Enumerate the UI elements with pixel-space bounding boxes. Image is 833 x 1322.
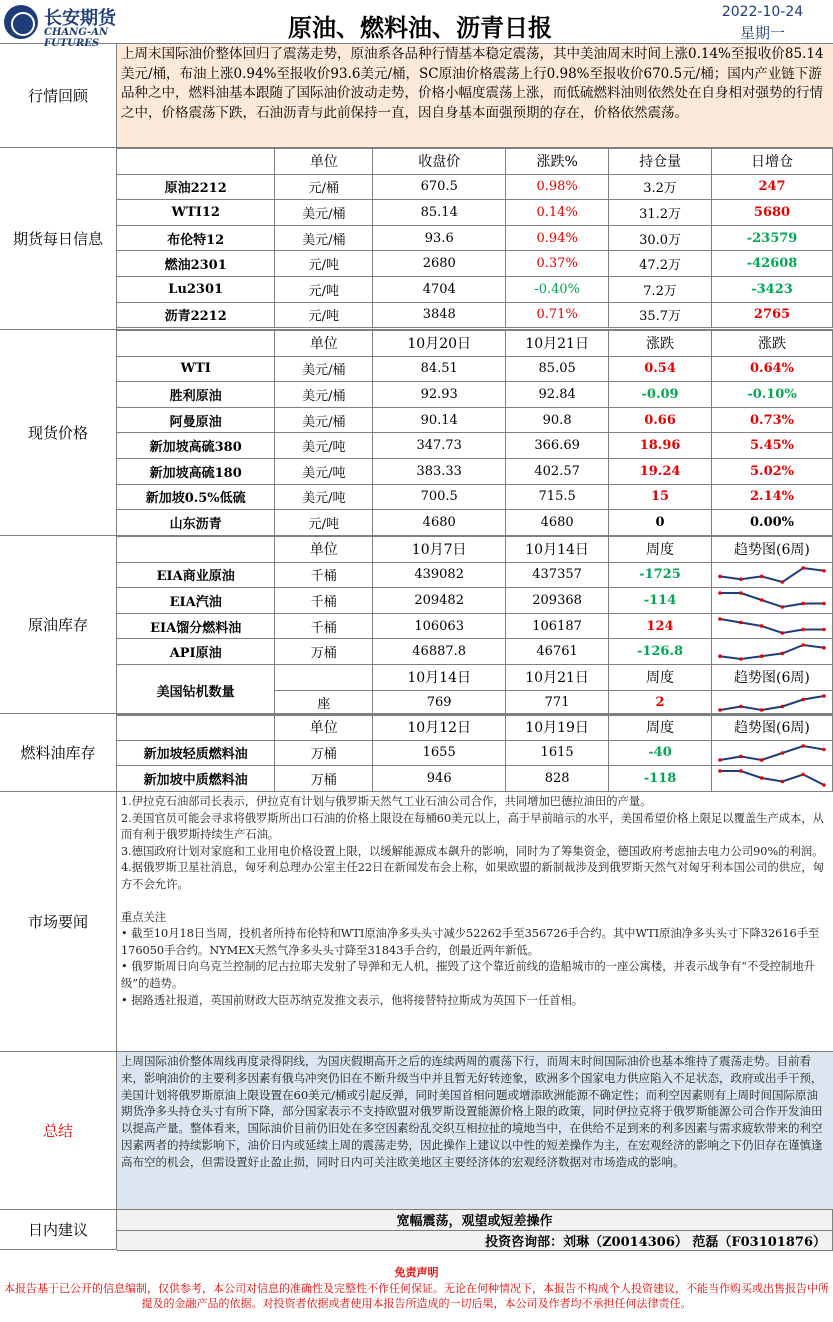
trend-point — [718, 708, 722, 712]
price-change: 0 — [609, 510, 712, 536]
news-label: 市场要闻 — [0, 792, 117, 1052]
column-header: 涨跌 — [609, 331, 712, 357]
spot-section — [117, 330, 833, 536]
review-text: 上周末国际油价整体回归了震荡走势，原油系各品种行情基本稳定震荡，其中美油周末时间上涨0.14%至报收价85.14美元/桶，布油上涨0.94%至报收价93.6美元/桶，SC原油价格震荡上行0.98%至报收价670.5元/桶；国内产业链下游品种之中，燃料油基本跟随了国际油价波动走势，价格小幅度震荡上涨，而低硫燃料油则依然处在自身相对强势的行情之中，价格震荡下跌，石油沥青与此前保持一直，因自身基本面强预期的存在，价格依然震荡。 — [117, 44, 833, 148]
price-day2: 402.57 — [506, 458, 609, 484]
inventory-curr: 828 — [506, 766, 609, 792]
rig-curr: 771 — [506, 690, 609, 716]
trend-point — [781, 780, 785, 784]
header-blank — [117, 715, 275, 741]
close-price: 3848 — [373, 302, 506, 328]
trend-cell — [711, 562, 832, 588]
trend-point — [739, 705, 743, 709]
price-day1: 700.5 — [373, 484, 506, 510]
inventory-prev: 1655 — [373, 740, 506, 766]
price-day1: 383.33 — [373, 458, 506, 484]
instrument-name: 布伦特12 — [117, 225, 275, 251]
inventory-curr: 209368 — [506, 588, 609, 614]
table-row — [117, 740, 833, 766]
news-item: 1.伊拉克石油部司长表示，伊拉克有计划与俄罗斯天然气工业石油公司合作，共同增加巴德拉油田的产量。 — [121, 795, 652, 808]
change-pct: 0.94% — [506, 225, 609, 251]
unit-cell: 美元/吨 — [275, 433, 373, 459]
trend-point — [822, 748, 826, 752]
crude-inventory-label: 原油库存 — [0, 536, 117, 714]
trend-line — [720, 771, 824, 785]
daily-oi-change: 5680 — [712, 200, 833, 226]
trend-point — [739, 657, 743, 661]
open-interest: 3.2万 — [609, 174, 712, 200]
price-change: 15 — [609, 484, 712, 510]
trend-line — [720, 593, 824, 607]
inventory-prev: 106063 — [373, 613, 506, 639]
fuel-inventory-table — [117, 714, 833, 792]
news-list — [121, 794, 829, 894]
table-row — [117, 382, 833, 408]
trend-point — [739, 770, 743, 774]
price-day2: 366.69 — [506, 433, 609, 459]
column-header: 10月7日 — [373, 537, 506, 563]
price-day2: 715.5 — [506, 484, 609, 510]
spot-name: 胜利原油 — [117, 382, 275, 408]
column-header: 趋势图(6周) — [711, 715, 832, 741]
change-pct: 0.37% — [506, 251, 609, 277]
inventory-prev: 46887.8 — [373, 639, 506, 665]
fuel-inventory-section — [117, 714, 833, 792]
header-blank — [117, 149, 275, 175]
trend-point — [718, 617, 722, 621]
daily-oi-change: 247 — [712, 174, 833, 200]
weekly-change: -1725 — [609, 562, 712, 588]
trend-point — [718, 758, 722, 762]
unit-cell: 美元/桶 — [275, 407, 373, 433]
summary-label: 总结 — [0, 1052, 117, 1210]
column-header: 涨跌% — [506, 149, 609, 175]
price-change: 0.66 — [609, 407, 712, 433]
trend-point — [801, 698, 805, 702]
price-day1: 90.14 — [373, 407, 506, 433]
weekly-change: -114 — [609, 588, 712, 614]
close-price: 670.5 — [373, 174, 506, 200]
report-header — [0, 0, 833, 49]
daily-oi-change: 2765 — [712, 302, 833, 328]
column-header: 趋势图(6周) — [711, 537, 832, 563]
trend-sparkline — [717, 590, 827, 610]
column-header: 周度 — [609, 537, 712, 563]
trend-point — [718, 654, 722, 658]
inventory-name: 新加坡中质燃料油 — [117, 766, 275, 792]
price-day2: 92.84 — [506, 382, 609, 408]
weekly-change: 124 — [609, 613, 712, 639]
fuel-inventory-label: 燃料油库存 — [0, 714, 117, 792]
trend-point — [781, 651, 785, 655]
column-header: 日增仓 — [712, 149, 833, 175]
table-row — [117, 588, 833, 614]
news-item: 4.据俄罗斯卫星社消息，匈牙利总理办公室主任22日在新闻发布会上称，如果欧盟的新制裁涉及到俄罗斯天然气对匈牙利本国公司的供应，匈方不会允许。 — [121, 861, 824, 891]
spot-name: WTI — [117, 356, 275, 382]
open-interest: 35.7万 — [609, 302, 712, 328]
trend-point — [760, 758, 764, 762]
unit-cell: 万桶 — [275, 766, 373, 792]
open-interest: 31.2万 — [609, 200, 712, 226]
trend-point — [822, 646, 826, 650]
instrument-name: Lu2301 — [117, 276, 275, 302]
weekly-change: -40 — [609, 740, 712, 766]
rig-prev: 769 — [373, 690, 506, 716]
open-interest: 30.0万 — [609, 225, 712, 251]
close-price: 2680 — [373, 251, 506, 277]
focus-item: • 截至10月18日当周，投机者所持布伦特和WTI原油净多头头寸减少52262手至356726手合约。其中WTI原油净多头头寸下降32616手至176050手合约。NYMEX天然气净多头头寸降至31843手合约，创最近两年新低。 — [121, 927, 820, 957]
advice-section — [117, 1210, 833, 1250]
price-day1: 84.51 — [373, 356, 506, 382]
price-change-pct: 0.00% — [712, 510, 833, 536]
price-day1: 347.73 — [373, 433, 506, 459]
unit-cell: 万桶 — [275, 740, 373, 766]
unit-cell: 美元/吨 — [275, 458, 373, 484]
table-row — [117, 613, 833, 639]
trend-cell — [711, 588, 832, 614]
logo-text-en: CHANG-AN FUTURES — [44, 27, 109, 49]
trend-point — [781, 705, 785, 709]
news-item: 2.美国官员可能会寻求将俄罗斯所出口石油的价格上限设在每桶60美元以上，高于早前暗示的水平，美国希望价格上限足以覆盖生产成本，从而有利于俄罗斯持续生产石油。 — [121, 811, 824, 842]
close-price: 4704 — [373, 276, 506, 302]
trend-point — [781, 751, 785, 755]
trend-point — [801, 773, 805, 777]
weekly-change: -126.8 — [609, 639, 712, 665]
unit-cell: 千桶 — [275, 588, 373, 614]
column-header: 10月21日 — [506, 331, 609, 357]
spot-name: 新加坡高硫380 — [117, 433, 275, 459]
trend-point — [718, 770, 722, 774]
trend-point — [822, 602, 826, 606]
trend-point — [822, 628, 826, 632]
column-header: 10月21日 — [506, 664, 609, 690]
unit-cell: 美元/吨 — [275, 484, 373, 510]
spot-name: 山东沥青 — [117, 510, 275, 536]
trend-sparkline — [717, 565, 827, 585]
column-header: 10月14日 — [506, 537, 609, 563]
review-label: 行情回顾 — [0, 44, 117, 148]
trend-point — [739, 755, 743, 759]
column-header: 单位 — [275, 537, 373, 563]
trend-point — [781, 606, 785, 610]
inventory-name: EIA商业原油 — [117, 562, 275, 588]
trend-point — [760, 599, 764, 603]
open-interest: 7.2万 — [609, 276, 712, 302]
disclaimer-title: 免责声明 — [394, 1266, 439, 1279]
unit-cell: 千桶 — [275, 562, 373, 588]
price-change: 18.96 — [609, 433, 712, 459]
futures-table — [117, 148, 833, 328]
advice-text: 宽幅震荡，观望或短差操作 — [117, 1210, 833, 1230]
unit-cell: 美元/桶 — [275, 382, 373, 408]
trend-point — [739, 577, 743, 581]
trend-cell — [711, 613, 832, 639]
trend-cell — [711, 690, 832, 716]
price-day2: 90.8 — [506, 407, 609, 433]
column-header: 周度 — [609, 715, 712, 741]
report-date: 2022-10-24 — [721, 4, 804, 20]
table-row — [117, 174, 833, 200]
trend-point — [760, 654, 764, 658]
instrument-name: 沥青2212 — [117, 302, 275, 328]
column-header: 趋势图(6周) — [711, 664, 832, 690]
table-row — [117, 484, 833, 510]
summary-text: 上周国际油价整体周线再度录得阴线，为国庆假期高开之后的连续两周的震荡下行，而周末时间国际油价也基本维持了震荡走势。目前看来，影响油价的主要利多因素有俄乌冲突仍旧在不断升级当中并且暂无好转迹象，欧洲多个国家电力供应陷入不足状态，政府或出手干预，美国计划将俄罗斯原油上限设置在60美元/桶或引起反弹，同时美国首相问题或增添欧洲能源不确定性；而利空因素则有上周时间国际原油期货净多头持仓头寸有所下降，部分国家表示不支持欧盟对俄罗斯设置能源价格上限的政策，同时伊拉克将于俄罗斯能源公司合作开发油田以提高产量。整体看来，国际油价目前仍旧处在多空因素纷乱交织互相拉扯的境地当中，在供给不足到来的利多因素与需求疲软带来的利空因素两者的持续影响下，油价日内或延续上周的震荡走势，因此操作上建议以中性的短差操作为主，在宏观经济的影响之下仍旧存在谨慎逢高布空的机会，但需设置好止盈止损，同时日内可关注欧美地区主要经济体的宏观经济数据对市场造成的影响。 — [117, 1052, 833, 1210]
trend-point — [718, 574, 722, 578]
trend-point — [801, 566, 805, 570]
weekly-change: -118 — [609, 766, 712, 792]
unit-cell: 元/吨 — [275, 251, 373, 277]
column-header: 10月12日 — [373, 715, 506, 741]
trend-line — [720, 645, 824, 659]
table-header-row — [117, 715, 833, 741]
price-change-pct: 5.02% — [712, 458, 833, 484]
trend-sparkline — [717, 693, 827, 713]
header-blank — [275, 664, 373, 690]
trend-cell — [711, 766, 832, 792]
inventory-name: API原油 — [117, 639, 275, 665]
trend-point — [822, 569, 826, 573]
table-row — [117, 200, 833, 226]
price-change: 19.24 — [609, 458, 712, 484]
inventory-name: 新加坡轻质燃料油 — [117, 740, 275, 766]
logo-text-cn: 长安期货 — [44, 8, 116, 29]
focus-title: 重点关注 — [121, 910, 167, 924]
spot-name: 新加坡高硫180 — [117, 458, 275, 484]
header-blank — [117, 331, 275, 357]
price-change-pct: -0.10% — [712, 382, 833, 408]
trend-point — [760, 624, 764, 628]
rig-count-name: 美国钻机数量 — [117, 664, 275, 715]
column-header: 单位 — [275, 149, 373, 175]
disclaimer-text: 本报告基于已公开的信息编制，仅供参考，本公司对信息的准确性及完整性不作任何保证。无论在何种情况下，本报告不构成个人投资建议，不能当作购买或出售报告中所提及的金融产品的依据。对投资者依据或者使用本报告所造成的一切后果，本公司及作者均不承担任何法律责任。 — [4, 1281, 829, 1310]
unit-cell: 千桶 — [275, 613, 373, 639]
table-row — [117, 225, 833, 251]
table-row — [117, 766, 833, 792]
spot-table — [117, 330, 833, 536]
focus-item: • 据路透社报道，英国前财政大臣苏纳克发推文表示，他将接替特拉斯成为英国下一任首相。 — [121, 993, 584, 1007]
inventory-prev: 439082 — [373, 562, 506, 588]
column-header: 10月20日 — [373, 331, 506, 357]
change-pct: -0.40% — [506, 276, 609, 302]
trend-point — [801, 628, 805, 632]
daily-oi-change: -23579 — [712, 225, 833, 251]
price-change-pct: 2.14% — [712, 484, 833, 510]
column-header: 10月14日 — [373, 664, 506, 690]
table-row — [117, 433, 833, 459]
trend-cell — [711, 639, 832, 665]
trend-point — [739, 592, 743, 596]
column-header: 涨跌 — [712, 331, 833, 357]
report-weekday: 星期一 — [739, 24, 785, 42]
inventory-name: EIA汽油 — [117, 588, 275, 614]
price-change: 0.54 — [609, 356, 712, 382]
inventory-curr: 1615 — [506, 740, 609, 766]
unit-cell: 万桶 — [275, 639, 373, 665]
change-pct: 0.14% — [506, 200, 609, 226]
company-logo — [4, 3, 144, 49]
trend-line — [720, 746, 824, 760]
open-interest: 47.2万 — [609, 251, 712, 277]
trend-point — [822, 784, 826, 788]
table-row — [117, 276, 833, 302]
trend-sparkline — [717, 743, 827, 763]
trend-cell — [711, 740, 832, 766]
table-row — [117, 458, 833, 484]
spot-name: 新加坡0.5%低硫 — [117, 484, 275, 510]
column-header: 10月19日 — [506, 715, 609, 741]
logo-emblem-icon — [4, 5, 38, 39]
daily-oi-change: -42608 — [712, 251, 833, 277]
close-price: 85.14 — [373, 200, 506, 226]
column-header: 持仓量 — [609, 149, 712, 175]
price-change-pct: 0.73% — [712, 407, 833, 433]
disclaimer — [0, 1262, 833, 1322]
instrument-name: WTI12 — [117, 200, 275, 226]
unit-cell: 座 — [275, 690, 373, 716]
price-change-pct: 5.45% — [712, 433, 833, 459]
trend-line — [720, 696, 824, 710]
trend-point — [801, 643, 805, 647]
column-header: 单位 — [275, 331, 373, 357]
advice-label: 日内建议 — [0, 1210, 117, 1250]
trend-sparkline — [717, 768, 827, 788]
unit-cell: 元/吨 — [275, 276, 373, 302]
change-pct: 0.98% — [506, 174, 609, 200]
daily-oi-change: -3423 — [712, 276, 833, 302]
focus-item: • 俄罗斯周日向乌克兰控制的尼古拉耶夫发射了导弹和无人机，摧毁了这个靠近前线的造船城市的一座公寓楼，并表示战争有“不受控制地升级”的趋势。 — [121, 960, 815, 990]
inventory-prev: 946 — [373, 766, 506, 792]
instrument-name: 燃油2301 — [117, 251, 275, 277]
futures-section — [117, 148, 833, 330]
header-blank — [117, 537, 275, 563]
trend-sparkline — [717, 616, 827, 636]
table-row — [117, 639, 833, 665]
table-header-row — [117, 537, 833, 563]
price-day2: 85.05 — [506, 356, 609, 382]
unit-cell: 美元/桶 — [275, 356, 373, 382]
inventory-curr: 106187 — [506, 613, 609, 639]
trend-point — [760, 574, 764, 578]
trend-line — [720, 568, 824, 582]
news-item: 3.德国政府计划对家庭和工业用电价格设置上限，以缓解能源成本飙升的影响，同时为了筹集资金，德国政府考虑抽去电力公司90%的利润。 — [121, 844, 824, 858]
spot-label: 现货价格 — [0, 330, 117, 536]
table-header-row — [117, 149, 833, 175]
trend-point — [760, 777, 764, 781]
focus-list — [121, 926, 829, 1009]
table-row — [117, 510, 833, 536]
inventory-prev: 209482 — [373, 588, 506, 614]
trend-point — [718, 592, 722, 596]
crude-inventory-table — [117, 536, 833, 716]
report-title: 原油、燃料油、沥青日报 — [288, 14, 552, 42]
table-row — [117, 302, 833, 328]
trend-point — [822, 694, 826, 698]
change-pct: 0.71% — [506, 302, 609, 328]
trend-point — [801, 602, 805, 606]
table-row — [117, 356, 833, 382]
advice-table — [117, 1210, 833, 1251]
unit-cell: 美元/桶 — [275, 225, 373, 251]
rig-header-row — [117, 664, 833, 690]
inventory-name: EIA馏分燃料油 — [117, 613, 275, 639]
table-row — [117, 251, 833, 277]
inventory-curr: 437357 — [506, 562, 609, 588]
trend-point — [781, 631, 785, 635]
spot-name: 阿曼原油 — [117, 407, 275, 433]
trend-point — [781, 580, 785, 584]
column-header: 单位 — [275, 715, 373, 741]
trend-point — [739, 621, 743, 625]
trend-point — [760, 708, 764, 712]
unit-cell: 元/吨 — [275, 302, 373, 328]
close-price: 93.6 — [373, 225, 506, 251]
unit-cell: 元/桶 — [275, 174, 373, 200]
price-day2: 4680 — [506, 510, 609, 536]
price-change-pct: 0.64% — [712, 356, 833, 382]
futures-label: 期货每日信息 — [0, 148, 117, 330]
trend-sparkline — [717, 642, 827, 662]
table-row — [117, 407, 833, 433]
crude-inventory-section — [117, 536, 833, 714]
trend-point — [801, 744, 805, 748]
price-change: -0.09 — [609, 382, 712, 408]
instrument-name: 原油2212 — [117, 174, 275, 200]
unit-cell: 元/吨 — [275, 510, 373, 536]
table-header-row — [117, 331, 833, 357]
news-section — [117, 792, 833, 1052]
trend-line — [720, 619, 824, 633]
weekly-change: 2 — [609, 690, 712, 716]
unit-cell: 美元/桶 — [275, 200, 373, 226]
column-header: 周度 — [609, 664, 712, 690]
price-day1: 92.93 — [373, 382, 506, 408]
advisor-credit: 投资咨询部：刘琳（Z0014306） 范磊（F03101876） — [117, 1230, 833, 1250]
inventory-curr: 46761 — [506, 639, 609, 665]
table-row — [117, 562, 833, 588]
column-header: 收盘价 — [373, 149, 506, 175]
price-day1: 4680 — [373, 510, 506, 536]
